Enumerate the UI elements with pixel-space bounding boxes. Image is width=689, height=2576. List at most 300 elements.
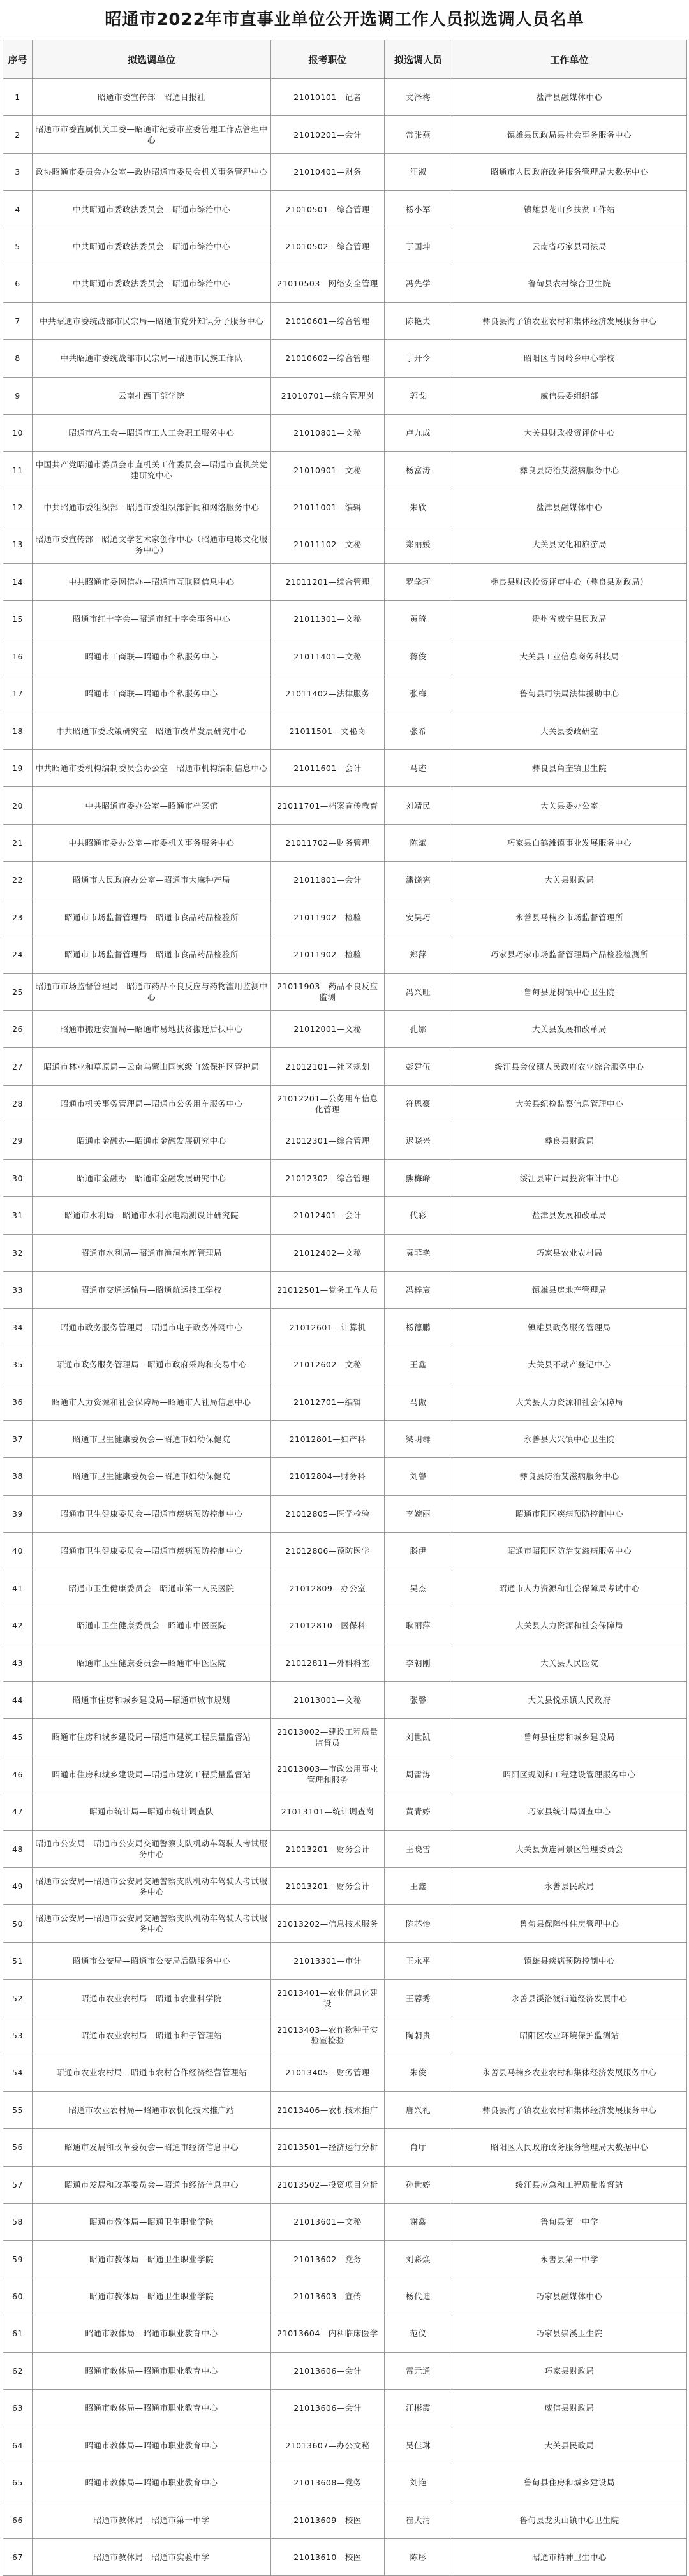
cell-person: 王蓉秀	[385, 1980, 452, 2017]
cell-post: 21012302—综合管理	[271, 1159, 385, 1196]
table-row	[3, 1272, 687, 1309]
cell-post: 21012101—社区规划	[271, 1048, 385, 1085]
cell-post: 21013502—投资项目分析	[271, 2166, 385, 2203]
cell-post: 21012804—财务科	[271, 1458, 385, 1495]
cell-unit: 昭通市政务服务管理局—昭通市政府采购和交易中心	[33, 1346, 271, 1383]
cell-work: 鲁甸县保障性住房管理中心	[452, 1905, 687, 1942]
table-row	[3, 1048, 687, 1085]
cell-work: 大关县不动产登记中心	[452, 1346, 687, 1383]
cell-person: 刘馨	[385, 1458, 452, 1495]
cell-person: 王永平	[385, 1942, 452, 1979]
cell-post: 21013606—会计	[271, 2352, 385, 2389]
cell-person: 熊梅峰	[385, 1159, 452, 1196]
cell-unit: 昭通市住房和城乡建设局—昭通市建筑工程质量监督站	[33, 1756, 271, 1793]
cell-work: 巧家县统计局调查中心	[452, 1793, 687, 1830]
cell-person: 杨小军	[385, 191, 452, 228]
cell-work: 绥江县会仪镇人民政府农业综合服务中心	[452, 1048, 687, 1085]
cell-post: 21013606—会计	[271, 2390, 385, 2427]
cell-no: 36	[3, 1383, 33, 1420]
cell-work: 永善县第一中学	[452, 2241, 687, 2278]
table-row	[3, 2091, 687, 2128]
cell-post: 21011001—编辑	[271, 489, 385, 526]
cell-unit: 昭通市教体局—昭通市职业教育中心	[33, 2352, 271, 2389]
table-row	[3, 2315, 687, 2352]
cell-unit: 中国共产党昭通市委员会市直机关工作委员会—昭通市直机关党建研究中心	[33, 452, 271, 489]
cell-unit: 昭通市教体局—昭通市职业教育中心	[33, 2390, 271, 2427]
table-row	[3, 1756, 687, 1793]
cell-work: 大关县文化和旅游局	[452, 526, 687, 563]
cell-unit: 昭通市教体局—昭通市职业教育中心	[33, 2427, 271, 2464]
cell-person: 孔娜	[385, 1010, 452, 1047]
cell-work: 昭通市昭阳区防治艾滋病服务中心	[452, 1533, 687, 1570]
table-row	[3, 2427, 687, 2464]
cell-no: 39	[3, 1495, 33, 1532]
cell-no: 10	[3, 414, 33, 451]
cell-work: 镇雄县花山乡扶贫工作站	[452, 191, 687, 228]
cell-no: 62	[3, 2352, 33, 2389]
cell-work: 永善县溪洛渡街道经济发展中心	[452, 1980, 687, 2017]
table-body	[3, 79, 687, 2576]
cell-no: 18	[3, 712, 33, 749]
cell-post: 21010201—会计	[271, 116, 385, 153]
cell-post: 21012401—会计	[271, 1197, 385, 1234]
cell-work: 鲁甸县第一中学	[452, 2203, 687, 2240]
cell-unit: 中共昭通市委组织部—昭通市委组织部新闻和网络服务中心	[33, 489, 271, 526]
table-row	[3, 862, 687, 899]
cell-no: 58	[3, 2203, 33, 2240]
table-row	[3, 1159, 687, 1196]
cell-person: 汪淑	[385, 153, 452, 190]
cell-unit: 昭通市教体局—昭通卫生职业学院	[33, 2241, 271, 2278]
table-row	[3, 1309, 687, 1346]
cell-post: 21011301—文秘	[271, 601, 385, 638]
cell-post: 21013608—党务	[271, 2464, 385, 2501]
cell-unit: 昭通市教体局—昭通卫生职业学院	[33, 2278, 271, 2315]
cell-unit: 昭通市工商联—昭通市个私服务中心	[33, 638, 271, 675]
cell-no: 4	[3, 191, 33, 228]
cell-person: 黄琦	[385, 601, 452, 638]
cell-unit: 昭通市人民政府办公室—昭通市大麻种产局	[33, 862, 271, 899]
cell-work: 彝良县财政局	[452, 1122, 687, 1159]
cell-no: 9	[3, 377, 33, 414]
cell-work: 巧家县白鹤滩镇事业发展服务中心	[452, 824, 687, 861]
table-row	[3, 2017, 687, 2054]
cell-person: 吴杰	[385, 1570, 452, 1607]
cell-work: 彝良县海子镇农业农村和集体经济发展服务中心	[452, 302, 687, 339]
table-row	[3, 302, 687, 339]
cell-unit: 昭通市农业农村局—昭通市农业科学院	[33, 1980, 271, 2017]
cell-person: 冯梓宸	[385, 1272, 452, 1309]
cell-no: 2	[3, 116, 33, 153]
table-header-row	[3, 40, 687, 79]
cell-work: 威信县委组织部	[452, 377, 687, 414]
cell-post: 21013501—经济运行分析	[271, 2129, 385, 2166]
cell-person: 冯兴旺	[385, 973, 452, 1010]
cell-no: 20	[3, 787, 33, 824]
table-row	[3, 2278, 687, 2315]
cell-person: 文泽梅	[385, 79, 452, 116]
table-row	[3, 1607, 687, 1644]
cell-unit: 昭通市公安局—昭通市公安局交通警察支队机动车驾驶人考试服务中心	[33, 1868, 271, 1905]
cell-unit: 昭通市农业农村局—昭通市农机化技术推广站	[33, 2091, 271, 2128]
cell-person: 袁菲艳	[385, 1234, 452, 1271]
cell-person: 肖厅	[385, 2129, 452, 2166]
cell-no: 53	[3, 2017, 33, 2054]
cell-person: 梁明群	[385, 1420, 452, 1457]
cell-work: 鲁甸县住房和城乡建设局	[452, 2464, 687, 2501]
cell-post: 21013607—办公文秘	[271, 2427, 385, 2464]
cell-work: 昭通市人民政府政务服务管理局大数据中心	[452, 153, 687, 190]
cell-unit: 政协昭通市委员会办公室—政协昭通市委员会机关事务管理中心	[33, 153, 271, 190]
cell-unit: 昭通市发展和改革委员会—昭通市经济信息中心	[33, 2166, 271, 2203]
cell-no: 55	[3, 2091, 33, 2128]
cell-post: 21013609—校医	[271, 2501, 385, 2538]
cell-unit: 昭通市林业和草原局—云南乌蒙山国家级自然保护区管护局	[33, 1048, 271, 1085]
cell-unit: 昭通市红十字会—昭通市红十字会事务中心	[33, 601, 271, 638]
cell-work: 鲁甸县农村综合卫生院	[452, 265, 687, 302]
cell-person: 杨代迪	[385, 2278, 452, 2315]
cell-post: 21010401—财务	[271, 153, 385, 190]
cell-person: 丁国坤	[385, 228, 452, 265]
cell-post: 21012602—文秘	[271, 1346, 385, 1383]
cell-no: 50	[3, 1905, 33, 1942]
cell-work: 盐津县发展和改革局	[452, 1197, 687, 1234]
table-row	[3, 526, 687, 563]
header-no: 序号	[3, 40, 33, 79]
cell-unit: 昭通市卫生健康委员会—昭通市第一人民医院	[33, 1570, 271, 1607]
table-row	[3, 265, 687, 302]
cell-no: 61	[3, 2315, 33, 2352]
cell-person: 彭建伍	[385, 1048, 452, 1085]
cell-work: 大关县人民医院	[452, 1644, 687, 1681]
cell-person: 刘靖民	[385, 787, 452, 824]
cell-post: 21011402—法律服务	[271, 675, 385, 712]
cell-unit: 昭通市金融办—昭通市金融发展研究中心	[33, 1122, 271, 1159]
cell-no: 59	[3, 2241, 33, 2278]
cell-work: 云南省巧家县司法局	[452, 228, 687, 265]
cell-post: 21012701—编辑	[271, 1383, 385, 1420]
cell-unit: 昭通市卫生健康委员会—昭通市疾病预防控制中心	[33, 1533, 271, 1570]
cell-person: 王鑫	[385, 1868, 452, 1905]
cell-unit: 昭通市委宣传部—昭通文学艺术家创作中心（昭通市电影文化服务中心）	[33, 526, 271, 563]
table-row	[3, 489, 687, 526]
cell-post: 21013610—校医	[271, 2538, 385, 2575]
cell-person: 朱欣	[385, 489, 452, 526]
cell-work: 大关县人力资源和社会保障局	[452, 1383, 687, 1420]
cell-unit: 中共昭通市委政策研究室—昭通市改革发展研究中心	[33, 712, 271, 749]
table-row	[3, 675, 687, 712]
cell-unit: 昭通市住房和城乡建设局—昭通市城市规划	[33, 1681, 271, 1718]
cell-person: 雷元通	[385, 2352, 452, 2389]
cell-post: 21011401—文秘	[271, 638, 385, 675]
cell-no: 6	[3, 265, 33, 302]
cell-no: 28	[3, 1085, 33, 1122]
cell-no: 21	[3, 824, 33, 861]
cell-person: 冯先学	[385, 265, 452, 302]
cell-post: 21012301—综合管理	[271, 1122, 385, 1159]
table-row	[3, 191, 687, 228]
table-row	[3, 1905, 687, 1942]
cell-unit: 昭通市水利局—昭通市水利水电勘测设计研究院	[33, 1197, 271, 1234]
cell-person: 刘艳	[385, 2464, 452, 2501]
cell-no: 44	[3, 1681, 33, 1718]
cell-unit: 昭通市交通运输局—昭通航运技工学校	[33, 1272, 271, 1309]
cell-unit: 昭通市机关事务管理局—昭通市公务用车服务中心	[33, 1085, 271, 1122]
cell-post: 21012001—文秘	[271, 1010, 385, 1047]
cell-post: 21013001—文秘	[271, 1681, 385, 1718]
cell-person: 郭戈	[385, 377, 452, 414]
cell-post: 21013201—财务会计	[271, 1830, 385, 1867]
cell-person: 孙世婷	[385, 2166, 452, 2203]
table-row	[3, 2129, 687, 2166]
table-row	[3, 1681, 687, 1718]
cell-post: 21011601—会计	[271, 749, 385, 786]
cell-no: 1	[3, 79, 33, 116]
cell-person: 郑丽媛	[385, 526, 452, 563]
cell-work: 巧家县财政局	[452, 2352, 687, 2389]
cell-person: 周雷涛	[385, 1756, 452, 1793]
table-row	[3, 1533, 687, 1570]
cell-post: 21011501—文秘岗	[271, 712, 385, 749]
table-row	[3, 1495, 687, 1532]
cell-unit: 昭通市水利局—昭通市渔洞水库管理局	[33, 1234, 271, 1271]
cell-person: 蒋俊	[385, 638, 452, 675]
cell-unit: 昭通市市委直属机关工委—昭通市纪委市监委管理工作点管理中心	[33, 116, 271, 153]
cell-no: 38	[3, 1458, 33, 1495]
cell-work: 鲁甸县龙头山镇中心卫生院	[452, 2501, 687, 2538]
table-row	[3, 1719, 687, 1756]
table-row	[3, 936, 687, 973]
cell-no: 56	[3, 2129, 33, 2166]
cell-unit: 昭通市教体局—昭通市实验中学	[33, 2538, 271, 2575]
table-row	[3, 824, 687, 861]
table-row	[3, 712, 687, 749]
cell-unit: 昭通市卫生健康委员会—昭通市中医医院	[33, 1644, 271, 1681]
cell-work: 大关县人力资源和社会保障局	[452, 1607, 687, 1644]
cell-unit: 昭通市卫生健康委员会—昭通市妇幼保健院	[33, 1420, 271, 1457]
cell-post: 21011702—财务管理	[271, 824, 385, 861]
cell-person: 唐兴礼	[385, 2091, 452, 2128]
table-row	[3, 787, 687, 824]
cell-work: 大关县悦乐镇人民政府	[452, 1681, 687, 1718]
cell-work: 彝良县财政投资评审中心（彝良县财政局）	[452, 563, 687, 600]
cell-unit: 昭通市政务服务管理局—昭通市电子政务外网中心	[33, 1309, 271, 1346]
cell-unit: 昭通市教体局—昭通市职业教育中心	[33, 2464, 271, 2501]
cell-work: 巧家县融媒体中心	[452, 2278, 687, 2315]
cell-work: 彝良县海子镇农业农村和集体经济发展服务中心	[452, 2091, 687, 2128]
table-row	[3, 638, 687, 675]
cell-post: 21012809—办公室	[271, 1570, 385, 1607]
cell-person: 张希	[385, 712, 452, 749]
cell-person: 张馨	[385, 1681, 452, 1718]
cell-no: 13	[3, 526, 33, 563]
cell-post: 21013202—信息技术服务	[271, 1905, 385, 1942]
cell-person: 谢鑫	[385, 2203, 452, 2240]
cell-unit: 中共昭通市委办公室—昭通市档案馆	[33, 787, 271, 824]
cell-post: 21011701—档案宣传教育	[271, 787, 385, 824]
cell-person: 陶朝贵	[385, 2017, 452, 2054]
cell-unit: 昭通市卫生健康委员会—昭通市中医医院	[33, 1607, 271, 1644]
cell-post: 21013403—农作物种子实验室检验	[271, 2017, 385, 2054]
cell-unit: 昭通市教体局—昭通市职业教育中心	[33, 2315, 271, 2352]
header-work: 工作单位	[452, 40, 687, 79]
cell-unit: 昭通市人力资源和社会保障局—昭通市人社局信息中心	[33, 1383, 271, 1420]
cell-person: 王晓雪	[385, 1830, 452, 1867]
cell-person: 常张燕	[385, 116, 452, 153]
cell-post: 21012810—医保科	[271, 1607, 385, 1644]
cell-person: 崔大清	[385, 2501, 452, 2538]
cell-unit: 中共昭通市委机构编制委员会办公室—昭通市机构编制信息中心	[33, 749, 271, 786]
table-row	[3, 2464, 687, 2501]
cell-no: 40	[3, 1533, 33, 1570]
table-row	[3, 1085, 687, 1122]
cell-no: 24	[3, 936, 33, 973]
cell-post: 21010501—综合管理	[271, 191, 385, 228]
cell-no: 37	[3, 1420, 33, 1457]
cell-post: 21013601—文秘	[271, 2203, 385, 2240]
cell-work: 镇雄县政务服务管理局	[452, 1309, 687, 1346]
cell-post: 21011201—综合管理	[271, 563, 385, 600]
table-row	[3, 563, 687, 600]
cell-unit: 昭通市市场监督管理局—昭通市食品药品检验所	[33, 936, 271, 973]
cell-no: 12	[3, 489, 33, 526]
cell-no: 65	[3, 2464, 33, 2501]
table-row	[3, 116, 687, 153]
table-row	[3, 1010, 687, 1047]
table-row	[3, 414, 687, 451]
cell-work: 大关县发展和改革局	[452, 1010, 687, 1047]
cell-post: 21012801—妇产科	[271, 1420, 385, 1457]
cell-post: 21010601—综合管理	[271, 302, 385, 339]
table-row	[3, 1570, 687, 1607]
cell-person: 杨德鹏	[385, 1309, 452, 1346]
cell-unit: 中共昭通市委统战部市民宗局—昭通市党外知识分子服务中心	[33, 302, 271, 339]
cell-unit: 昭通市公安局—昭通市公安局交通警察支队机动车驾驶人考试服务中心	[33, 1830, 271, 1867]
cell-unit: 昭通市发展和改革委员会—昭通市经济信息中心	[33, 2129, 271, 2166]
cell-post: 21010801—文秘	[271, 414, 385, 451]
cell-work: 巧家县农业农村局	[452, 1234, 687, 1271]
table-row	[3, 1942, 687, 1979]
cell-work: 绥江县审计局投资审计中心	[452, 1159, 687, 1196]
cell-no: 67	[3, 2538, 33, 2575]
table-row	[3, 1234, 687, 1271]
cell-work: 大关县委办公室	[452, 787, 687, 824]
cell-unit: 中共昭通市委政法委员会—昭通市综治中心	[33, 191, 271, 228]
cell-work: 昭通市阳区疾病预防控制中心	[452, 1495, 687, 1532]
cell-no: 41	[3, 1570, 33, 1607]
cell-person: 丁开令	[385, 340, 452, 377]
table-row	[3, 1980, 687, 2017]
cell-no: 49	[3, 1868, 33, 1905]
cell-post: 21010602—综合管理	[271, 340, 385, 377]
cell-no: 63	[3, 2390, 33, 2427]
table-row	[3, 2166, 687, 2203]
cell-person: 李婉丽	[385, 1495, 452, 1532]
cell-post: 21010503—网络安全管理	[271, 265, 385, 302]
cell-unit: 昭通市教体局—昭通市第一中学	[33, 2501, 271, 2538]
cell-person: 李朝刚	[385, 1644, 452, 1681]
cell-post: 21013401—农业信息化建设	[271, 1980, 385, 2017]
cell-no: 47	[3, 1793, 33, 1830]
cell-unit: 昭通市农业农村局—昭通市农村合作经济经营管理站	[33, 2054, 271, 2091]
cell-work: 鲁甸县龙树镇中心卫生院	[452, 973, 687, 1010]
cell-post: 21013603—宣传	[271, 2278, 385, 2315]
cell-person: 罗学珂	[385, 563, 452, 600]
cell-no: 7	[3, 302, 33, 339]
cell-no: 3	[3, 153, 33, 190]
table-row	[3, 1830, 687, 1867]
table-row	[3, 377, 687, 414]
cell-work: 大关县工业信息商务科技局	[452, 638, 687, 675]
table-row	[3, 1868, 687, 1905]
cell-unit: 昭通市住房和城乡建设局—昭通市建筑工程质量监督站	[33, 1719, 271, 1756]
cell-work: 镇雄县房地产管理局	[452, 1272, 687, 1309]
cell-no: 19	[3, 749, 33, 786]
cell-no: 45	[3, 1719, 33, 1756]
cell-person: 代彩	[385, 1197, 452, 1234]
cell-no: 60	[3, 2278, 33, 2315]
cell-work: 大关县民政局	[452, 2427, 687, 2464]
cell-person: 张梅	[385, 675, 452, 712]
cell-person: 吴佳琳	[385, 2427, 452, 2464]
cell-no: 35	[3, 1346, 33, 1383]
cell-unit: 中共昭通市委办公室—市委机关事务服务中心	[33, 824, 271, 861]
cell-work: 昭阳区规划和工程建设管理服务中心	[452, 1756, 687, 1793]
cell-post: 21013002—建设工程质量监督员	[271, 1719, 385, 1756]
cell-person: 马迹	[385, 749, 452, 786]
table-row	[3, 2352, 687, 2389]
cell-post: 21013602—党务	[271, 2241, 385, 2278]
cell-work: 贵州省威宁县民政局	[452, 601, 687, 638]
cell-no: 48	[3, 1830, 33, 1867]
cell-person: 江彬霞	[385, 2390, 452, 2427]
cell-work: 大关县委政研室	[452, 712, 687, 749]
cell-no: 22	[3, 862, 33, 899]
table-row	[3, 1346, 687, 1383]
cell-post: 21011102—文秘	[271, 526, 385, 563]
cell-unit: 中共昭通市委统战部市民宗局—昭通市民族工作队	[33, 340, 271, 377]
cell-person: 符恩豪	[385, 1085, 452, 1122]
cell-work: 镇雄县民政局县社会事务服务中心	[452, 116, 687, 153]
cell-work: 镇雄县疾病预防控制中心	[452, 1942, 687, 1979]
cell-post: 21010101—记者	[271, 79, 385, 116]
cell-person: 迟晓兴	[385, 1122, 452, 1159]
table-row	[3, 2054, 687, 2091]
cell-no: 25	[3, 973, 33, 1010]
cell-work: 鲁甸县住房和城乡建设局	[452, 1719, 687, 1756]
cell-no: 14	[3, 563, 33, 600]
cell-unit: 昭通市金融办—昭通市金融发展研究中心	[33, 1159, 271, 1196]
cell-post: 21010901—文秘	[271, 452, 385, 489]
header-unit: 拟选调单位	[33, 40, 271, 79]
cell-work: 威信县财政局	[452, 2390, 687, 2427]
cell-work: 彝良县防治艾滋病服务中心	[452, 1458, 687, 1495]
cell-post: 21010502—综合管理	[271, 228, 385, 265]
cell-post: 21012501—党务工作人员	[271, 1272, 385, 1309]
header-post: 报考职位	[271, 40, 385, 79]
cell-no: 42	[3, 1607, 33, 1644]
table-row	[3, 2390, 687, 2427]
cell-unit: 中共昭通市委政法委员会—昭通市综治中心	[33, 265, 271, 302]
cell-post: 21013604—内科临床医学	[271, 2315, 385, 2352]
cell-post: 21012806—预防医学	[271, 1533, 385, 1570]
cell-person: 卢九成	[385, 414, 452, 451]
cell-no: 43	[3, 1644, 33, 1681]
cell-unit: 昭通市总工会—昭通市工人工会职工服务中心	[33, 414, 271, 451]
table-row	[3, 749, 687, 786]
cell-post: 21012811—外科科室	[271, 1644, 385, 1681]
cell-work: 昭阳区青岗岭乡中心学校	[452, 340, 687, 377]
